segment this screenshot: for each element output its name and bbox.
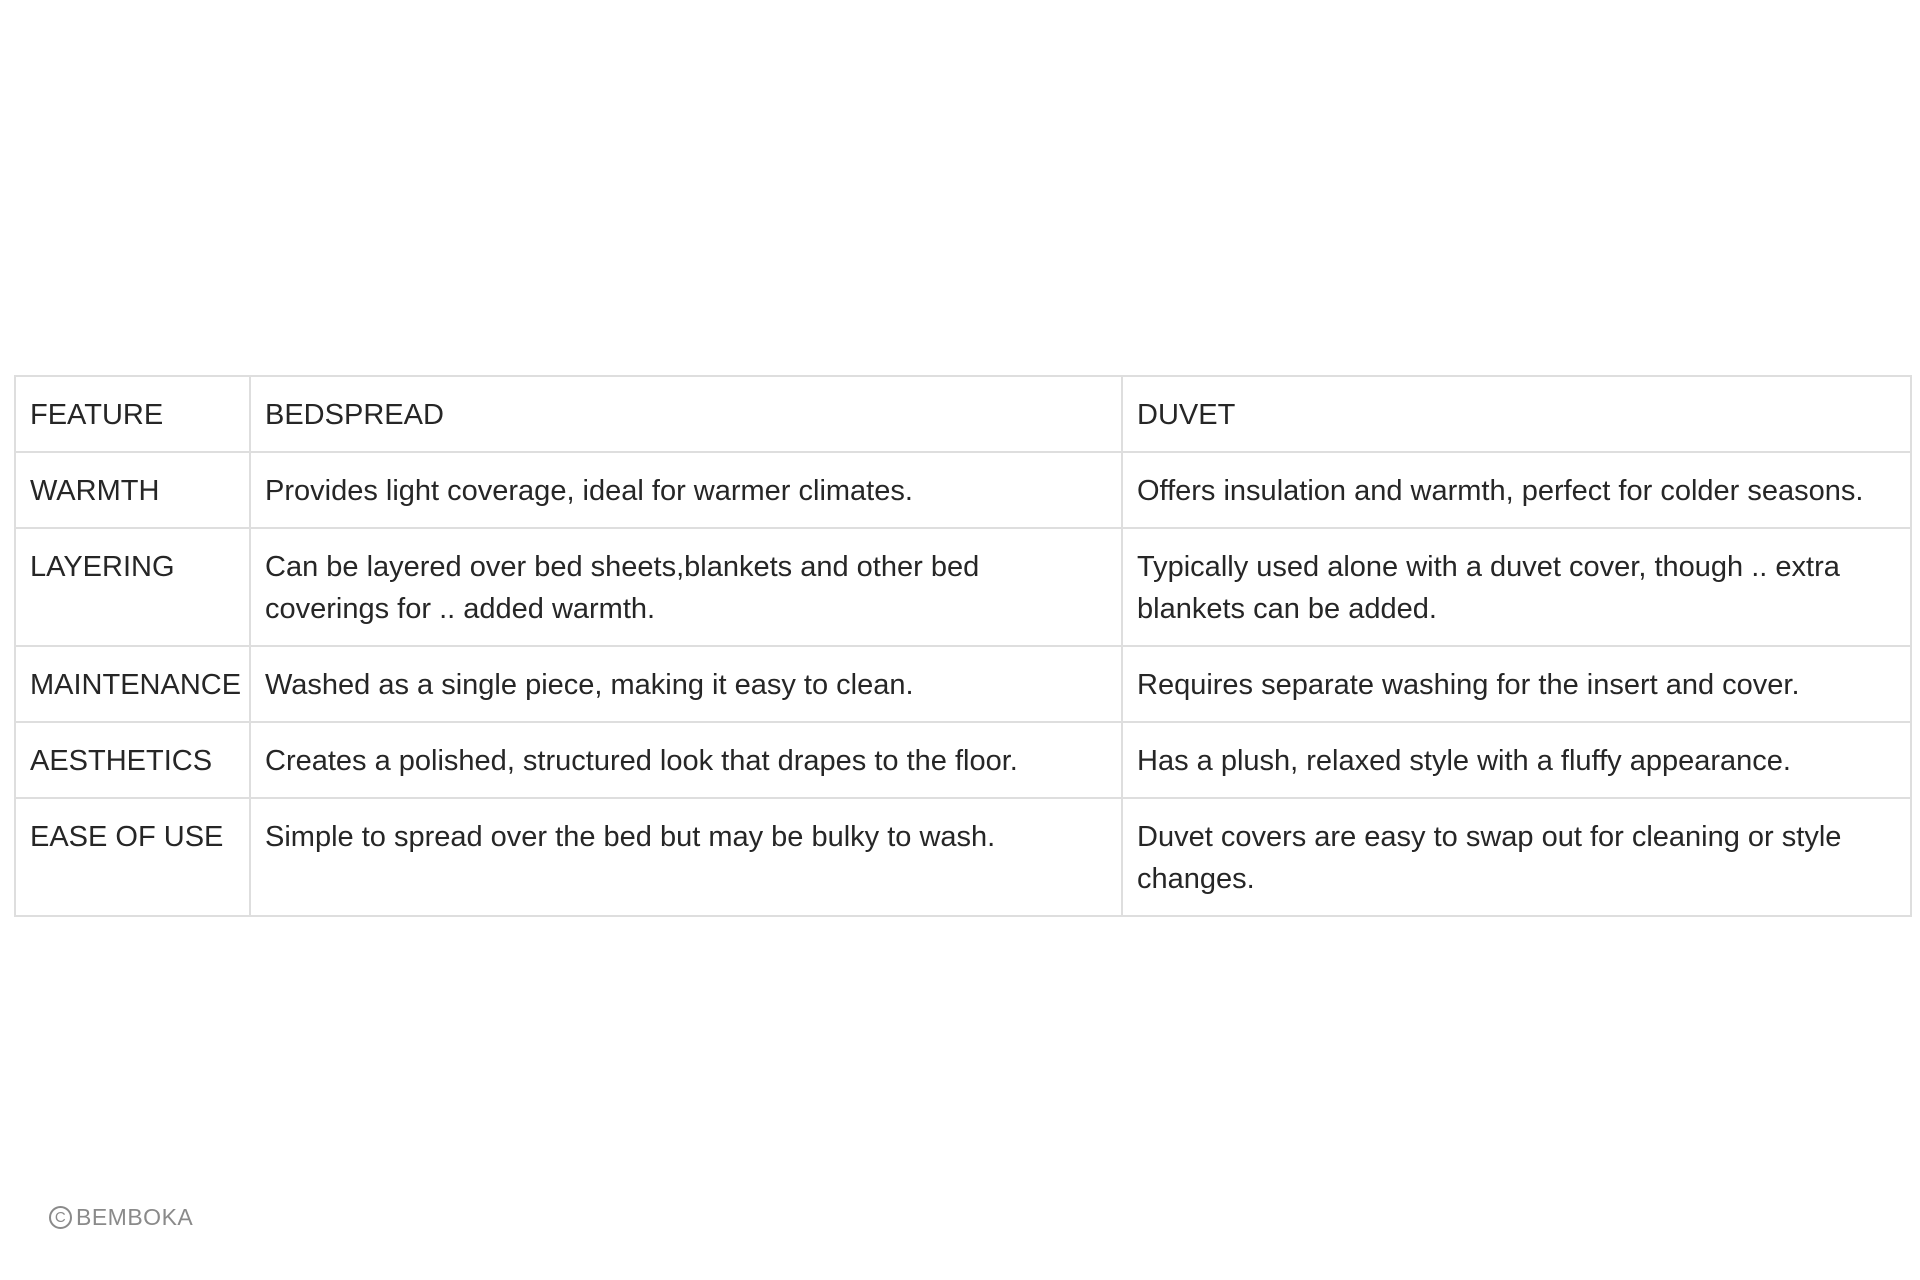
duvet-cell: Has a plush, relaxed style with a fluffy appearance. xyxy=(1122,722,1911,798)
feature-cell: LAYERING xyxy=(15,528,250,646)
duvet-cell: Typically used alone with a duvet cover, though .. extra blankets can be added. xyxy=(1122,528,1911,646)
feature-cell: MAINTENANCE xyxy=(15,646,250,722)
comparison-table xyxy=(14,375,1912,917)
feature-cell: EASE OF USE xyxy=(15,798,250,916)
header-feature: FEATURE xyxy=(15,376,250,452)
bedspread-cell: Simple to spread over the bed but may be bulky to wash. xyxy=(250,798,1122,916)
copyright-icon: C xyxy=(49,1206,72,1229)
table-row xyxy=(15,798,1911,916)
bedspread-cell: Washed as a single piece, making it easy to clean. xyxy=(250,646,1122,722)
header-bedspread: BEDSPREAD xyxy=(250,376,1122,452)
feature-cell: WARMTH xyxy=(15,452,250,528)
duvet-cell: Requires separate washing for the insert and cover. xyxy=(1122,646,1911,722)
table-row xyxy=(15,646,1911,722)
header-duvet: DUVET xyxy=(1122,376,1911,452)
duvet-cell: Duvet covers are easy to swap out for cleaning or style changes. xyxy=(1122,798,1911,916)
table-row xyxy=(15,722,1911,798)
feature-cell: AESTHETICS xyxy=(15,722,250,798)
duvet-cell: Offers insulation and warmth, perfect for colder seasons. xyxy=(1122,452,1911,528)
table-row xyxy=(15,452,1911,528)
watermark-text: BEMBOKA xyxy=(76,1204,194,1230)
table-row xyxy=(15,528,1911,646)
bedspread-cell: Provides light coverage, ideal for warmer climates. xyxy=(250,452,1122,528)
bedspread-cell: Can be layered over bed sheets,blankets and other bed coverings for .. added warmth. xyxy=(250,528,1122,646)
table-header-row xyxy=(15,376,1911,452)
bedspread-cell: Creates a polished, structured look that drapes to the floor. xyxy=(250,722,1122,798)
copyright-watermark xyxy=(49,1204,193,1231)
